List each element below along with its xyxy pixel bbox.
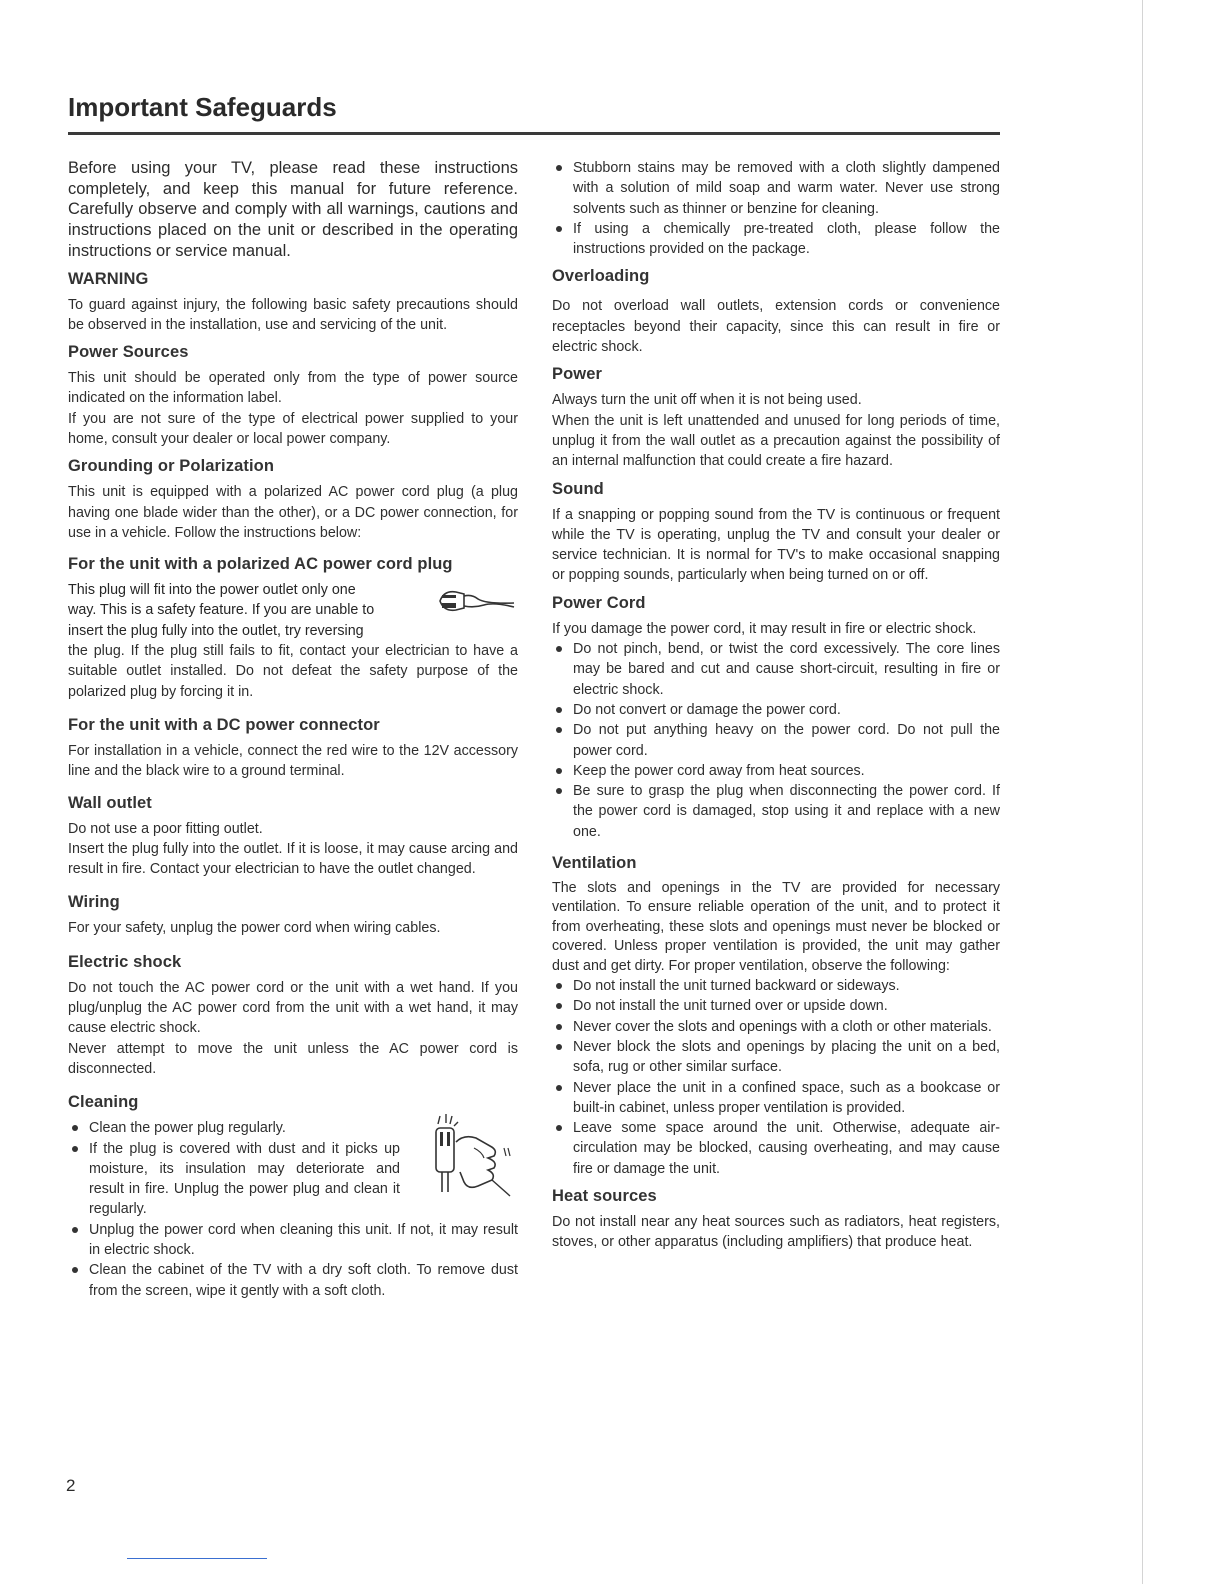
ventilation-list [552,976,1000,1179]
power-text-1: Always turn the unit off when it is not being used. [552,392,862,409]
list-item: Keep the power cord away from heat sources. [552,761,1000,781]
bullet-icon [556,1024,562,1030]
bullet-icon [556,1085,562,1091]
sound-heading: Sound [552,479,604,498]
wiring-text: For your safety, unplug the power cord when wiring cables. [68,920,441,937]
power-sources-text-2: If you are not sure of the type of electrical power supplied to your home, consult your dealer or local power company. [68,410,518,447]
cleaning-section [68,1118,518,1301]
bullet-icon [556,1044,562,1050]
sound-text: If a snapping or popping sound from the TV is continuous or frequent while the TV is operating, unplug the TV and consult your dealer or service technician. It is normal for TV's to make occasional snapping or popping sounds, particularly when being turned on or off. [552,506,1000,584]
polarized-plug-section [68,580,518,702]
right-column [552,158,1000,1253]
power-cord-heading: Power Cord [552,593,646,612]
page-title: Important Safeguards [68,92,337,122]
wall-outlet-heading: Wall outlet [68,793,152,812]
list-item: If using a chemically pre-treated cloth, please follow the instructions provided on the package. [552,219,1000,260]
page-number: 2 [66,1476,76,1495]
dc-connector-text: For installation in a vehicle, connect the red wire to the 12V accessory line and the black wire to a ground terminal. [68,742,518,780]
warning-text: To guard against injury, the following basic safety precautions should be observed in the installation, use and servicing of the unit. [68,296,518,333]
grounding-text: This unit is equipped with a polarized AC power cord plug (a plug having one blade wider than the other), or a DC power connection, for use in a vehicle. Follow the instructions below: [68,484,518,541]
electric-shock-text-2: Never attempt to move the unit unless the AC power cord is disconnected. [68,1040,518,1077]
bullet-icon [556,1003,562,1009]
bullet-icon [556,226,562,232]
cleaning-continued-list [552,158,1000,259]
heat-sources-heading: Heat sources [552,1187,657,1206]
list-item: Never place the unit in a confined space, such as a bookcase or built-in cabinet, unless proper ventilation is provided. [552,1078,1000,1119]
bullet-icon [556,727,562,733]
bullet-icon [556,983,562,989]
power-sources-heading: Power Sources [68,343,189,362]
list-item: Do not install the unit turned backward or sideways. [552,976,1000,996]
unplug-hand-icon [418,1112,518,1204]
title-rule [68,132,1000,135]
intro-paragraph: Before using your TV, please read these instructions completely, and keep this manual for future reference. Carefully observe and comply with all warnings, cautions and instructions placed on the unit or described in the operating instructions or service manual. [68,159,518,260]
list-item: Do not install the unit turned over or upside down. [552,996,1000,1016]
page-edge-line [1142,0,1143,1584]
polarized-plug-text: the plug. If the plug still fails to fit, contact your electrician to have a suitable outlet installed. Do not defeat the safety purpose of the polarized plug by forcing it in. [68,643,518,700]
list-item: Unplug the power cord when cleaning this unit. If not, it may result in electric shock. [68,1220,518,1261]
left-column [68,158,518,1301]
list-item: Never cover the slots and openings with a cloth or other materials. [552,1017,1000,1037]
list-item: If the plug is covered with dust and it picks up moisture, its insulation may deteriorate and result in fire. Unplug the power plug and clean it regularly. [68,1139,400,1220]
power-sources-text-1: This unit should be operated only from the type of power source indicated on the information label. [68,370,518,407]
list-item: Clean the power plug regularly. [68,1118,400,1138]
bullet-icon [556,768,562,774]
polarized-plug-line-1: This plug will fit into the power outlet only one [68,582,356,599]
bullet-icon [72,1146,78,1152]
ventilation-heading: Ventilation [552,854,637,873]
power-cord-text: If you damage the power cord, it may result in fire or electric shock. [552,620,977,637]
bullet-icon [72,1267,78,1273]
bullet-icon [72,1227,78,1233]
electric-shock-text-1: Do not touch the AC power cord or the unit with a wet hand. If you plug/unplug the AC power cord from the unit with a wet hand, it may cause electric shock. [68,979,518,1037]
bullet-icon [72,1125,78,1131]
warning-heading: WARNING [68,269,149,288]
list-item: Clean the cabinet of the TV with a dry soft cloth. To remove dust from the screen, wipe it gently with a soft cloth. [68,1260,518,1301]
overloading-text: Do not overload wall outlets, extension cords or convenience receptacles beyond their capacity, since this can result in fire or electric shock. [552,298,1000,356]
polarized-plug-icon [434,584,516,618]
list-item: Be sure to grasp the plug when disconnecting the power cord. If the power cord is damaged, stop using it and replace with a new one. [552,781,1000,842]
power-heading: Power [552,365,603,384]
polarized-plug-line-2: way. This is a safety feature. If you are unable to [68,602,375,619]
footer-rule [127,1558,267,1559]
list-item: Do not pinch, bend, or twist the cord excessively. The core lines may be bared and cut and cause short-circuit, resulting in fire or electric shock. [552,639,1000,700]
power-text-2: When the unit is left unattended and unused for long periods of time, unplug it from the wall outlet as a precaution against the possibility of an internal malfunction that could create a fire hazard. [552,412,1000,470]
wall-outlet-text-2: Insert the plug fully into the outlet. If it is loose, it may cause arcing and result in fire. Contact your electrician to have the outlet changed. [68,840,518,878]
electric-shock-heading: Electric shock [68,952,182,971]
polarized-plug-line-3: insert the plug fully into the outlet, try reversing [68,622,364,639]
wiring-heading: Wiring [68,893,120,912]
bullet-icon [556,646,562,652]
ventilation-text: The slots and openings in the TV are provided for necessary ventilation. To ensure reliable operation of the unit, and to protect it from overheating, these slots and openings must never be blocked or covered. Unless proper ventilation is provided, the unit may gather dust and get dirty. For proper ventilation, observe the following: [552,880,1000,974]
bullet-icon [556,1125,562,1131]
power-cord-list [552,639,1000,842]
polarized-plug-heading: For the unit with a polarized AC power cord plug [68,555,453,574]
list-item: Stubborn stains may be removed with a cloth slightly dampened with a solution of mild soap and warm water. Never use strong solvents such as thinner or benzine for cleaning. [552,158,1000,219]
bullet-icon [556,707,562,713]
heat-sources-text: Do not install near any heat sources such as radiators, heat registers, stoves, or other apparatus (including amplifiers) that produce heat. [552,1214,1000,1251]
grounding-heading: Grounding or Polarization [68,457,274,476]
list-item: Never block the slots and openings by placing the unit on a bed, sofa, rug or other similar surface. [552,1037,1000,1078]
bullet-icon [556,165,562,171]
cleaning-heading: Cleaning [68,1093,139,1112]
dc-connector-heading: For the unit with a DC power connector [68,715,380,734]
list-item: Do not convert or damage the power cord. [552,700,1000,720]
overloading-heading: Overloading [552,267,650,286]
list-item: Do not put anything heavy on the power cord. Do not pull the power cord. [552,720,1000,761]
bullet-icon [556,788,562,794]
wall-outlet-text-1: Do not use a poor fitting outlet. [68,820,263,837]
list-item: Leave some space around the unit. Otherwise, adequate air-circulation may be blocked, causing overheating, and may cause fire or damage the unit. [552,1118,1000,1179]
